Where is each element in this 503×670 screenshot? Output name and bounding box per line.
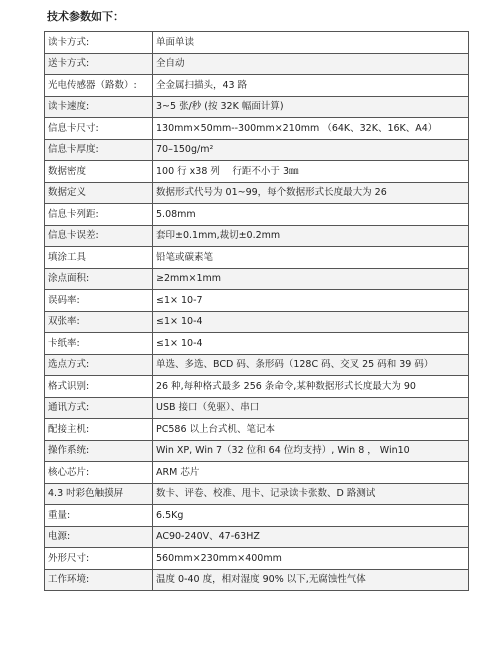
- table-row: [45, 53, 469, 75]
- spec-label-cell: 信息卡误差:: [45, 225, 153, 247]
- spec-label-cell: 光电传感器（路数）:: [45, 75, 153, 97]
- table-row: [45, 225, 469, 247]
- spec-label-cell: 涂点面积:: [45, 268, 153, 290]
- table-row: [45, 182, 469, 204]
- spec-label-cell: 核心芯片:: [45, 462, 153, 484]
- table-row: [45, 569, 469, 591]
- spec-value-cell: PC586 以上台式机、笔记本: [153, 419, 469, 441]
- spec-value-cell: 70–150g/m²: [153, 139, 469, 161]
- spec-value-cell: 全自动: [153, 53, 469, 75]
- spec-label-cell: 信息卡列距:: [45, 204, 153, 226]
- table-row: [45, 483, 469, 505]
- spec-label-cell: 数据密度: [45, 161, 153, 183]
- spec-label-cell: 读卡速度:: [45, 96, 153, 118]
- spec-value-cell: 铅笔或碳素笔: [153, 247, 469, 269]
- table-row: [45, 96, 469, 118]
- section-heading: 技术参数如下：: [47, 10, 124, 23]
- spec-label-cell: 格式识别:: [45, 376, 153, 398]
- spec-label-cell: 数据定义: [45, 182, 153, 204]
- spec-value-cell: 温度 0-40 度，相对湿度 90% 以下,无腐蚀性气体: [153, 569, 469, 591]
- spec-label-cell: 通讯方式:: [45, 397, 153, 419]
- spec-value-cell: 5.08mm: [153, 204, 469, 226]
- spec-value-cell: Win XP, Win 7（32 位和 64 位均支持）, Win 8 ， Win10: [153, 440, 469, 462]
- table-row: [45, 376, 469, 398]
- table-row: [45, 354, 469, 376]
- spec-value-cell: 套印±0.1mm,裁切±0.2mm: [153, 225, 469, 247]
- spec-label-cell: 重量:: [45, 505, 153, 527]
- spec-label-cell: 4.3 吋彩色触摸屏: [45, 483, 153, 505]
- table-row: [45, 333, 469, 355]
- spec-value-cell: USB 接口（免驱）、串口: [153, 397, 469, 419]
- spec-value-cell: 130mm×50mm--300mm×210mm （64K、32K、16K、A4）: [153, 118, 469, 140]
- spec-label-cell: 外形尺寸:: [45, 548, 153, 570]
- spec-label-cell: 信息卡尺寸:: [45, 118, 153, 140]
- spec-label-cell: 工作环境:: [45, 569, 153, 591]
- spec-label-cell: 卡纸率:: [45, 333, 153, 355]
- table-row: [45, 32, 469, 54]
- table-row: [45, 526, 469, 548]
- spec-label-cell: 误码率:: [45, 290, 153, 312]
- spec-label-cell: 电源:: [45, 526, 153, 548]
- spec-value-cell: 6.5Kg: [153, 505, 469, 527]
- table-row: [45, 548, 469, 570]
- table-row: [45, 118, 469, 140]
- table-row: [45, 161, 469, 183]
- spec-value-cell: AC90-240V、47-63HZ: [153, 526, 469, 548]
- spec-table-body: [45, 32, 469, 591]
- spec-label-cell: 读卡方式:: [45, 32, 153, 54]
- spec-value-cell: 单选、多选、BCD 码、条形码（128C 码、交叉 25 码和 39 码）: [153, 354, 469, 376]
- table-row: [45, 290, 469, 312]
- spec-value-cell: 3~5 张/秒 (按 32K 幅面计算): [153, 96, 469, 118]
- spec-value-cell: ≥2mm×1mm: [153, 268, 469, 290]
- spec-label-cell: 填涂工具: [45, 247, 153, 269]
- table-row: [45, 204, 469, 226]
- table-row: [45, 75, 469, 97]
- table-row: [45, 139, 469, 161]
- spec-label-cell: 送卡方式:: [45, 53, 153, 75]
- spec-value-cell: ≤1× 10-4: [153, 333, 469, 355]
- spec-value-cell: 单面单读: [153, 32, 469, 54]
- spec-value-cell: ≤1× 10-7: [153, 290, 469, 312]
- table-row: [45, 419, 469, 441]
- spec-value-cell: 数据形式代号为 01~99，每个数据形式长度最大为 26: [153, 182, 469, 204]
- table-row: [45, 247, 469, 269]
- spec-value-cell: 全金属扫描头，43 路: [153, 75, 469, 97]
- spec-value-cell: ARM 芯片: [153, 462, 469, 484]
- spec-label-cell: 双张率:: [45, 311, 153, 333]
- spec-label-cell: 操作系统:: [45, 440, 153, 462]
- spec-value-cell: 560mm×230mm×400mm: [153, 548, 469, 570]
- table-row: [45, 505, 469, 527]
- spec-label-cell: 配接主机:: [45, 419, 153, 441]
- table-row: [45, 440, 469, 462]
- spec-value-cell: 26 种,每种格式最多 256 条命令,某种数据形式长度最大为 90: [153, 376, 469, 398]
- table-row: [45, 397, 469, 419]
- table-row: [45, 311, 469, 333]
- spec-value-cell: 数卡、评卷、校准、甩卡、记录读卡张数、D 路测试: [153, 483, 469, 505]
- spec-value-cell: 100 行 x38 列 行距不小于 3㎜: [153, 161, 469, 183]
- spec-label-cell: 选点方式:: [45, 354, 153, 376]
- spec-table: [44, 31, 469, 591]
- spec-value-cell: ≤1× 10-4: [153, 311, 469, 333]
- table-row: [45, 268, 469, 290]
- table-row: [45, 462, 469, 484]
- spec-label-cell: 信息卡厚度:: [45, 139, 153, 161]
